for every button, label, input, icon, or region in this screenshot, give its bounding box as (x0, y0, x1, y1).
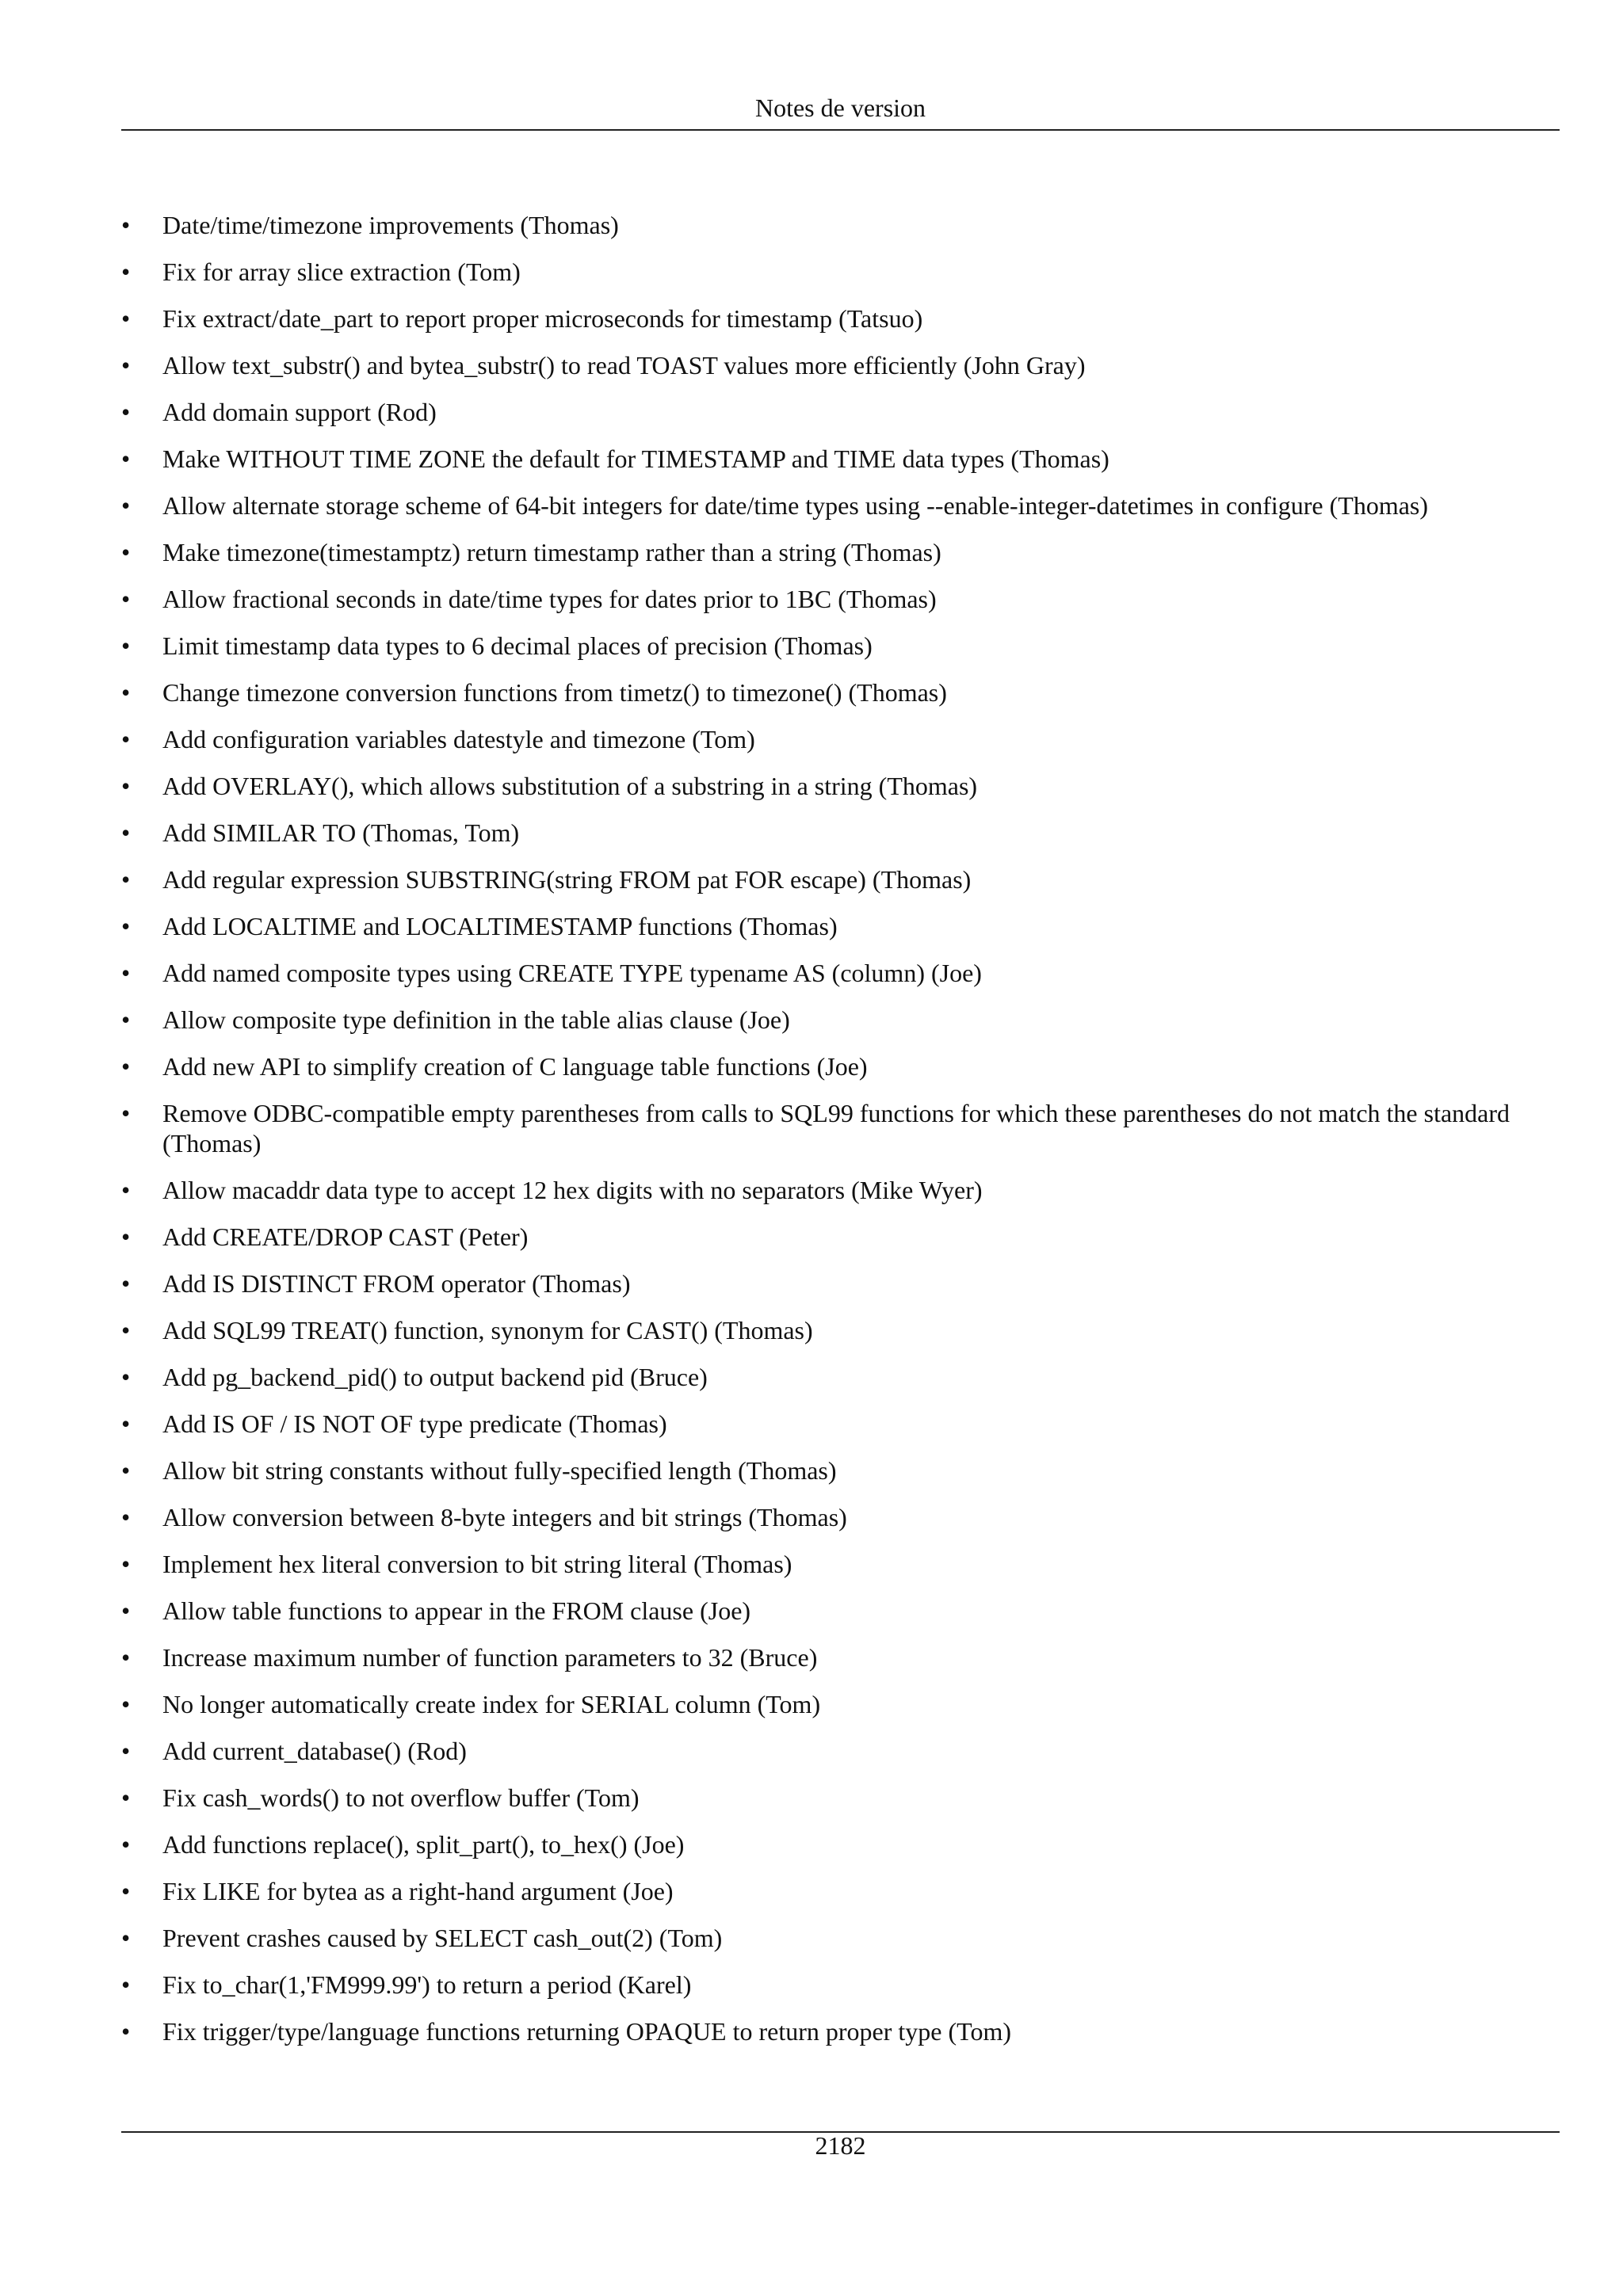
bullet-icon: • (121, 1363, 131, 1391)
list-item-text: Allow conversion between 8-byte integers and bit strings (Thomas) (162, 1503, 847, 1531)
list-item (121, 257, 1560, 287)
bullet-icon: • (121, 1316, 131, 1344)
list-item-text: Add named composite types using CREATE TYPE typename AS (column) (Joe) (162, 959, 982, 987)
list-item (121, 818, 1560, 848)
list-item-text: Allow alternate storage scheme of 64-bit integers for date/time types using --enable-integer-datetimes in configure (Thomas) (162, 491, 1429, 520)
bullet-icon: • (121, 631, 131, 660)
list-item-text: Fix cash_words() to not overflow buffer (Tom) (162, 1783, 640, 1812)
list-item-text: Add pg_backend_pid() to output backend pid (Bruce) (162, 1363, 708, 1391)
bullet-icon: • (121, 1690, 131, 1718)
page-number: 2182 (815, 2131, 866, 2160)
list-item-text: Add current_database() (Rod) (162, 1737, 467, 1765)
list-item (121, 1502, 1560, 1532)
list-item-text: Add new API to simplify creation of C language table functions (Joe) (162, 1052, 868, 1081)
bullet-icon: • (121, 912, 131, 940)
list-item (121, 1642, 1560, 1672)
bullet-icon: • (121, 1783, 131, 1812)
bullet-icon: • (121, 304, 131, 333)
list-item (121, 1362, 1560, 1392)
bullet-icon: • (121, 959, 131, 987)
list-item-text: Remove ODBC-compatible empty parentheses from calls to SQL99 functions for which these parentheses do not match the standard (Thomas) (162, 1099, 1510, 1158)
list-item (121, 724, 1560, 754)
bullet-icon: • (121, 772, 131, 800)
bullet-icon: • (121, 1052, 131, 1081)
list-item-text: Add domain support (Rod) (162, 398, 437, 426)
bullet-icon: • (121, 725, 131, 753)
list-item (121, 303, 1560, 334)
list-item-text: Limit timestamp data types to 6 decimal places of precision (Thomas) (162, 631, 873, 660)
page-header-title: Notes de version (754, 93, 926, 122)
list-item (121, 490, 1560, 521)
bullet-icon: • (121, 444, 131, 473)
bullet-icon: • (121, 1176, 131, 1204)
list-item (121, 864, 1560, 894)
list-item-text: Fix LIKE for bytea as a right-hand argument (Joe) (162, 1877, 674, 1905)
list-item-text: Allow macaddr data type to accept 12 hex digits with no separators (Mike Wyer) (162, 1176, 983, 1204)
list-item (121, 1051, 1560, 1081)
list-item-text: Prevent crashes caused by SELECT cash_out(2) (Tom) (162, 1924, 723, 1952)
list-item-text: Add regular expression SUBSTRING(string FROM pat FOR escape) (Thomas) (162, 865, 972, 894)
list-item-text: Fix to_char(1,'FM999.99') to return a period (Karel) (162, 1970, 692, 1999)
list-item-text: Add IS OF / IS NOT OF type predicate (Thomas) (162, 1409, 667, 1438)
list-item (121, 911, 1560, 941)
list-item (121, 537, 1560, 567)
list-item-text: Increase maximum number of function parameters to 32 (Bruce) (162, 1643, 818, 1672)
list-item (121, 1175, 1560, 1205)
bullet-icon: • (121, 1456, 131, 1485)
list-item-text: Add LOCALTIME and LOCALTIMESTAMP functions (Thomas) (162, 912, 838, 940)
bullet-icon: • (121, 865, 131, 894)
list-item-text: Add CREATE/DROP CAST (Peter) (162, 1222, 529, 1251)
header-divider (121, 129, 1560, 131)
bullet-icon: • (121, 2017, 131, 2046)
list-item (121, 444, 1560, 474)
bullet-icon: • (121, 538, 131, 566)
list-item (121, 677, 1560, 707)
bullet-icon: • (121, 678, 131, 707)
list-item (121, 1736, 1560, 1766)
release-notes-list (121, 210, 1560, 2063)
list-item-text: Allow text_substr() and bytea_substr() to read TOAST values more efficiently (John Gray) (162, 351, 1086, 379)
list-item (121, 1783, 1560, 1813)
bullet-icon: • (121, 1877, 131, 1905)
list-item (121, 210, 1560, 240)
bullet-icon: • (121, 1643, 131, 1672)
list-item (121, 397, 1560, 427)
bullet-icon: • (121, 1269, 131, 1298)
list-item-text: Fix for array slice extraction (Tom) (162, 257, 521, 286)
bullet-icon: • (121, 257, 131, 286)
list-item-text: Add configuration variables datestyle and timezone (Tom) (162, 725, 755, 753)
bullet-icon: • (121, 211, 131, 239)
list-item (121, 350, 1560, 380)
list-item (121, 1596, 1560, 1626)
list-item (121, 2016, 1560, 2046)
list-item-text: Add SIMILAR TO (Thomas, Tom) (162, 818, 520, 847)
list-item (121, 771, 1560, 801)
list-item-text: Allow table functions to appear in the FROM clause (Joe) (162, 1596, 751, 1625)
list-item-text: Add IS DISTINCT FROM operator (Thomas) (162, 1269, 631, 1298)
bullet-icon: • (121, 351, 131, 379)
list-item (121, 1970, 1560, 2000)
list-item-text: Change timezone conversion functions from timetz() to timezone() (Thomas) (162, 678, 947, 707)
list-item-text: Add SQL99 TREAT() function, synonym for CAST() (Thomas) (162, 1316, 813, 1344)
list-item-text: Date/time/timezone improvements (Thomas) (162, 211, 619, 239)
list-item-text: Allow composite type definition in the table alias clause (Joe) (162, 1005, 790, 1034)
list-item (121, 1098, 1560, 1158)
list-item (121, 1829, 1560, 1859)
bullet-icon: • (121, 1830, 131, 1859)
list-item (121, 1876, 1560, 1906)
bullet-icon: • (121, 1099, 131, 1127)
list-item-text: Allow bit string constants without fully-specified length (Thomas) (162, 1456, 837, 1485)
bullet-icon: • (121, 1970, 131, 1999)
bullet-icon: • (121, 1924, 131, 1952)
list-item (121, 1689, 1560, 1719)
bullet-icon: • (121, 491, 131, 520)
list-item-text: No longer automatically create index for SERIAL column (Tom) (162, 1690, 821, 1718)
list-item (121, 1409, 1560, 1439)
bullet-icon: • (121, 818, 131, 847)
list-item-text: Make timezone(timestamptz) return timestamp rather than a string (Thomas) (162, 538, 941, 566)
list-item-text: Make WITHOUT TIME ZONE the default for TIMESTAMP and TIME data types (Thomas) (162, 444, 1109, 473)
bullet-icon: • (121, 398, 131, 426)
bullet-icon: • (121, 1222, 131, 1251)
list-item (121, 1455, 1560, 1486)
list-item-text: Implement hex literal conversion to bit string literal (Thomas) (162, 1550, 792, 1578)
list-item-text: Add OVERLAY(), which allows substitution of a substring in a string (Thomas) (162, 772, 978, 800)
list-item (121, 958, 1560, 988)
bullet-icon: • (121, 585, 131, 613)
list-item (121, 1315, 1560, 1345)
bullet-icon: • (121, 1503, 131, 1531)
bullet-icon: • (121, 1737, 131, 1765)
list-item (121, 1923, 1560, 1953)
list-item (121, 1268, 1560, 1299)
list-item (121, 631, 1560, 661)
list-item-text: Fix extract/date_part to report proper microseconds for timestamp (Tatsuo) (162, 304, 923, 333)
bullet-icon: • (121, 1409, 131, 1438)
list-item (121, 584, 1560, 614)
list-item (121, 1005, 1560, 1035)
list-item-text: Add functions replace(), split_part(), to_hex() (Joe) (162, 1830, 685, 1859)
list-item-text: Allow fractional seconds in date/time types for dates prior to 1BC (Thomas) (162, 585, 937, 613)
bullet-icon: • (121, 1596, 131, 1625)
list-item-text: Fix trigger/type/language functions returning OPAQUE to return proper type (Tom) (162, 2017, 1012, 2046)
list-item (121, 1549, 1560, 1579)
bullet-icon: • (121, 1005, 131, 1034)
list-item (121, 1222, 1560, 1252)
bullet-icon: • (121, 1550, 131, 1578)
